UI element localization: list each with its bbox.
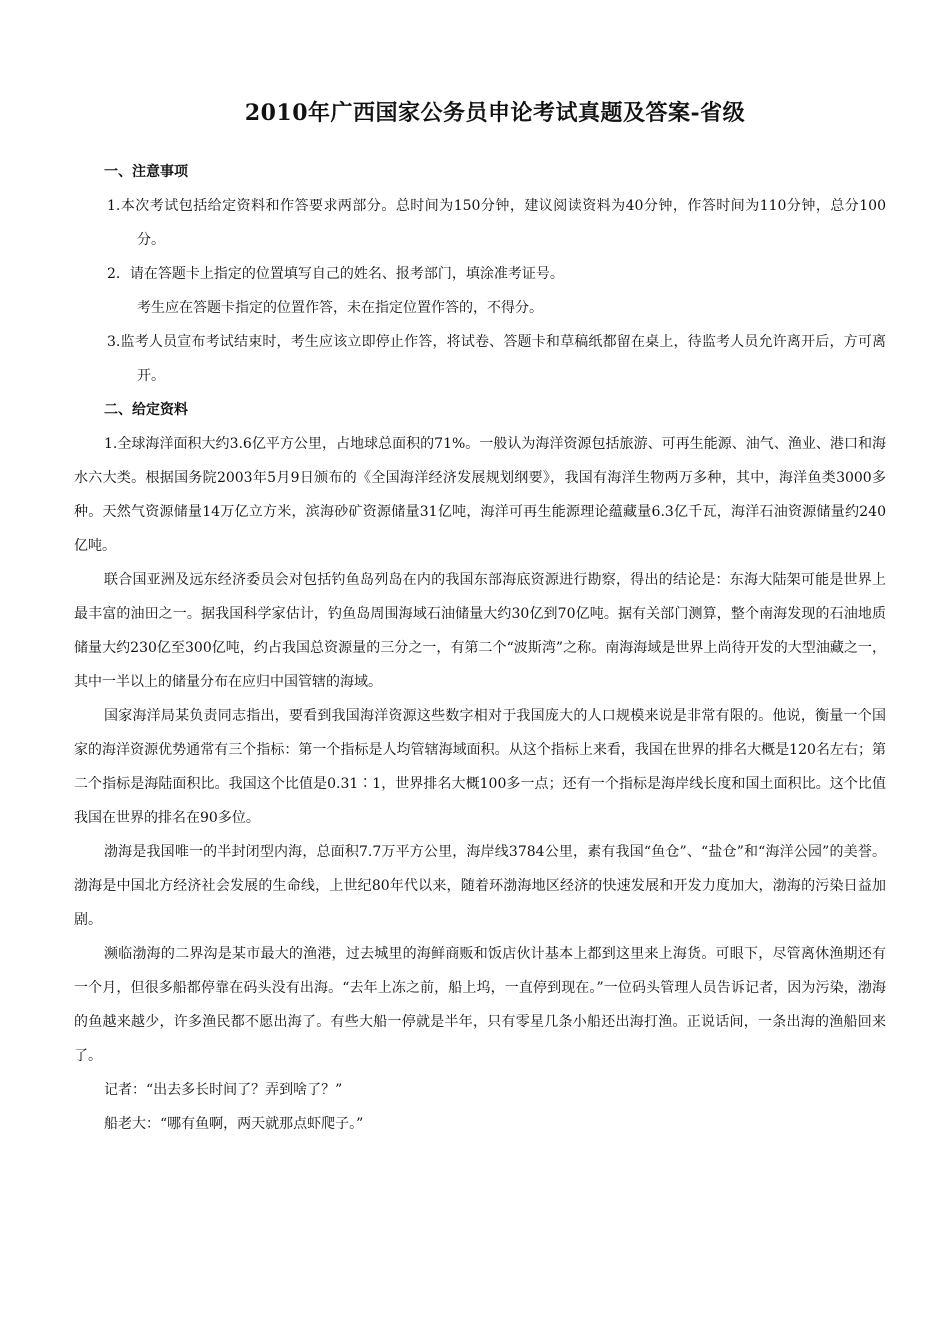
notes-item-continuation: 考生应在答题卡指定的位置作答，未在指定位置作答的，不得分。 bbox=[137, 300, 543, 316]
section-heading-notes: 一、注意事项 bbox=[104, 164, 188, 180]
section-heading-materials: 二、给定资料 bbox=[104, 402, 188, 418]
notes-item: 1.本次考试包括给定资料和作答要求两部分。总时间为150分钟，建议阅读资料为40分钟，作答时间为110分钟，总分100分。 bbox=[107, 198, 886, 248]
document-body bbox=[74, 155, 886, 1141]
material-paragraph: 国家海洋局某负责同志指出，要看到我国海洋资源这些数字相对于我国庞大的人口规模来说是非常有限的。他说，衡量一个国家的海洋资源优势通常有三个指标：第一个指标是人均管辖海域面积。从这个指标上来看，我国在世界的排名大概是120名左右；第二个指标是海陆面积比。我国这个比值是0.31∶1，世界排名大概100多一点；还有一个指标是海岸线长度和国土面积比。这个比值我国在世界的排名在90多位。 bbox=[74, 708, 886, 826]
material-paragraph: 联合国亚洲及远东经济委员会对包括钓鱼岛列岛在内的我国东部海底资源进行勘察，得出的结论是：东海大陆架可能是世界上最丰富的油田之一。据我国科学家估计，钓鱼岛周围海域石油储量大约30亿到70亿吨。据有关部门测算，整个南海发现的石油地质储量大约230亿至300亿吨，约占我国总资源量的三分之一，有第二个“波斯湾”之称。南海海域是世界上尚待开发的大型油藏之一，其中一半以上的储量分布在应归中国管辖的海域。 bbox=[74, 572, 886, 690]
notes-item: 3.监考人员宣布考试结束时，考生应该立即停止作答，将试卷、答题卡和草稿纸都留在桌上，待监考人员允许离开后，方可离开。 bbox=[107, 334, 886, 384]
document-title: 2010年广西国家公务员申论考试真题及答案-省级 bbox=[244, 100, 746, 126]
material-paragraph: 濒临渤海的二界沟是某市最大的渔港，过去城里的海鲜商贩和饭店伙计基本上都到这里来上海货。可眼下，尽管离休渔期还有一个月，但很多船都停靠在码头没有出海。“去年上冻之前，船上坞，一直停到现在。”一位码头管理人员告诉记者，因为污染，渤海的鱼越来越少，许多渔民都不愿出海了。有些大船一停就是半年，只有零星几条小船还出海打渔。正说话间，一条出海的渔船回来了。 bbox=[74, 946, 886, 1064]
material-paragraph: 1.全球海洋面积大约3.6亿平方公里，占地球总面积的71%。一般认为海洋资源包括旅游、可再生能源、油气、渔业、港口和海水六大类。根据国务院2003年5月9日颁布的《全国海洋经济发展规划纲要》，我国有海洋生物两万多种，其中，海洋鱼类3000多种。天然气资源储量14万亿立方米，滨海砂矿资源储量31亿吨，海洋可再生能源理论蕴藏量6.3亿千瓦，海洋石油资源储量约240亿吨。 bbox=[74, 436, 886, 554]
material-paragraph: 渤海是我国唯一的半封闭型内海，总面积7.7万平方公里，海岸线3784公里，素有我国“鱼仓”、“盐仓”和“海洋公园”的美誉。渤海是中国北方经济社会发展的生命线，上世纪80年代以来，随着环渤海地区经济的快速发展和开发力度加大，渤海的污染日益加剧。 bbox=[74, 844, 886, 928]
dialogue-line: 船老大：“哪有鱼啊，两天就那点虾爬子。” bbox=[104, 1116, 364, 1132]
notes-item: 2．请在答题卡上指定的位置填写自己的姓名、报考部门，填涂准考证号。 bbox=[107, 266, 564, 282]
dialogue-line: 记者：“出去多长时间了？弄到啥了？” bbox=[104, 1082, 343, 1098]
